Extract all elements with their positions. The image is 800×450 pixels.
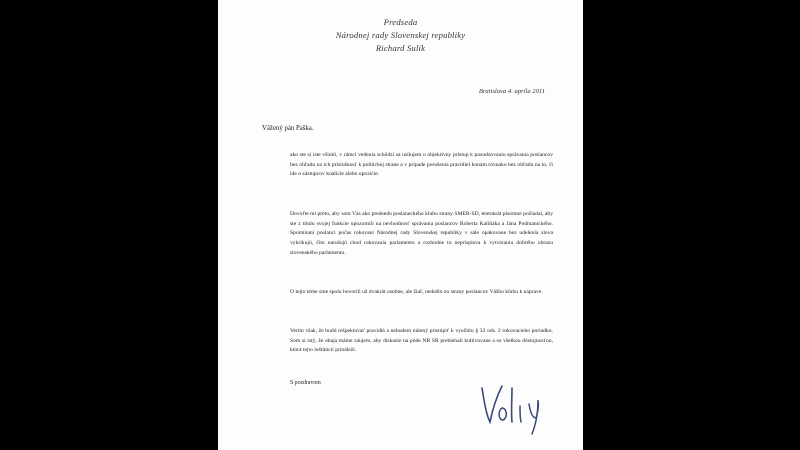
salutation: Vážený pán Paška. (262, 125, 314, 132)
handwritten-signature-icon (476, 378, 546, 438)
paragraph-1: ako ste si iste všimli, v rámci vedenia schôdzí sa usilujem o objektívny prístup k posudzovaniu správania poslancov bez ohľadu na ich príslušnosť k politickej strane a v prípade porušenia pravidiel konám rovnako bez ohľadu na to, či ide o zástupcov koalície alebo opozície. (290, 152, 553, 178)
letterhead-title: Predseda (383, 17, 418, 27)
letter-page (218, 0, 583, 450)
letterhead-institution: Národnej rady Slovenskej republiky (335, 30, 466, 40)
letterhead (218, 16, 583, 55)
letter-date: Bratislava 4. apríla 2011 (478, 88, 545, 95)
letterhead-name: Richard Sulík (375, 43, 426, 53)
paragraph-3: O tejto téme sme spolu hovorili už dvakrát osobne, ale žiaľ, nedošlo zo strany poslancov Vášho klubu k náprave. (290, 289, 543, 295)
paragraph-4: Verím však, že budú rešpektovať pravidlá a nebudem nútený pristúpiť k využitiu § 32 ods. 2 rokovacieho poriadku. Som si istý, že obaja máme záujem, aby diskusie na pôde NR SR prebiehali kultivovane a so všetkou dôstojnosťou, ktorá tejto inštitúcii prináleží. (290, 328, 553, 354)
paragraph-2: Dovoľte mi preto, aby som Vás ako predsedu poslaneckého klubu strany SMER-SD, tentokrát písomne požiadal, aby ste z titulu svojej funkcie upozornili na nevhodnosť správania poslancov Roberta Kaliňáka a Jána Podmanického. Spomínaní poslanci počas rokovaní Národnej rady Slovenskej republiky v sále opakovane bez udelenia slova vykrikujú, čím narušujú chod rokovania parlamentu a rozhodne to neprispieva k vytváraniu dobrého obrazu slovenského parlamentu. (290, 211, 553, 256)
closing: S pozdravom (290, 380, 321, 386)
